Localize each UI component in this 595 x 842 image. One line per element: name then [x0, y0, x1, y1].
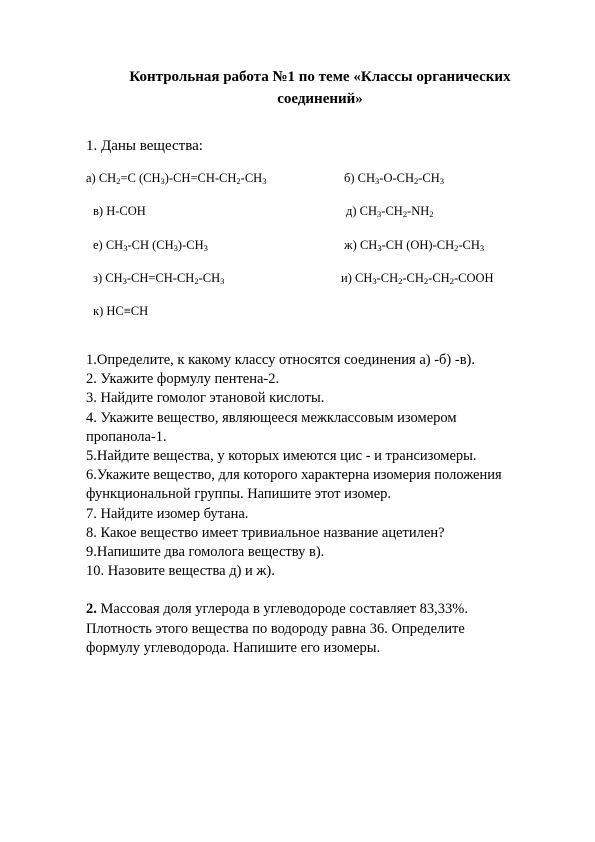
formula-text: -O-CH [379, 171, 414, 185]
task-line: 9.Напишите два гомолога веществу в). [86, 544, 325, 561]
formula-subscript: 3 [439, 176, 445, 186]
title-line-2: соединений» [277, 91, 363, 107]
title-line-1: Контрольная работа №1 по теме «Классы органических [129, 69, 511, 85]
question-2-line: формулу углеводорода. Напишите его изомеры. [86, 640, 381, 656]
substance-label: в) [93, 204, 107, 218]
task-line: пропанола-1. [86, 428, 167, 445]
substance-label: и) [341, 271, 355, 285]
formula-text: CH [105, 238, 124, 252]
substance-label: к) [93, 304, 107, 318]
formula-text: -CH [458, 238, 480, 252]
formula-subscript: 2 [429, 209, 434, 219]
formula-text: -CH [198, 271, 221, 285]
formula-subscript: 3 [123, 243, 128, 253]
question-2 [86, 600, 556, 659]
substance-i [341, 270, 494, 286]
substance-label: з) [93, 271, 106, 285]
substance-label: б) [344, 171, 358, 185]
formula-text: -CH [428, 271, 450, 285]
task-line: 7. Найдите изомер бутана. [86, 505, 249, 522]
formula-text: -COOH [453, 271, 494, 285]
formula-subscript: 2 [423, 276, 429, 286]
formula-text: -CH (CH [127, 238, 174, 252]
formula-subscript: 3 [479, 243, 485, 253]
formula-subscript: 2 [449, 276, 454, 286]
task-line: 6.Укажите вещество, для которого характерна изомерия положения [86, 467, 502, 484]
question-2-line: Плотность этого вещества по водороду равна 36. Определите [86, 620, 465, 637]
formula-text: -CH [240, 171, 263, 185]
formula-text: -CH [418, 171, 440, 185]
formula-subscript: 2 [414, 176, 419, 186]
formula-text: CH [354, 271, 373, 285]
question-1-tasks [86, 351, 556, 581]
formula-text: H-COH [106, 204, 146, 218]
formula-text: -NH [407, 204, 430, 218]
substance-label: д) [346, 204, 360, 218]
substance-v [93, 203, 146, 219]
formula-subscript: 3 [122, 276, 127, 286]
substance-k [93, 303, 148, 319]
formula-subscript: 3 [262, 176, 267, 186]
formula-text: CH [357, 171, 376, 185]
formula-subscript: 2 [402, 209, 408, 219]
substance-label: а) [86, 171, 99, 185]
formula-text: -CH [376, 271, 399, 285]
formula-text: -CH (OH)-CH [381, 238, 455, 252]
substance-b [344, 170, 444, 186]
task-line: 2. Укажите формулу пентена-2. [86, 371, 280, 388]
formula-subscript: 3 [173, 243, 178, 253]
question-1-number: 1. [86, 138, 98, 154]
task-line: функциональной группы. Напишите этот изомер. [86, 486, 392, 503]
formula-subscript: 3 [375, 176, 380, 186]
formula-text: )-CH [177, 238, 204, 252]
formula-subscript: 3 [372, 276, 377, 286]
question-1-heading [86, 136, 203, 156]
task-line: 3. Найдите гомолог этановой кислоты. [86, 390, 325, 407]
substance-a [86, 170, 266, 186]
formula-text: CH [359, 238, 378, 252]
formula-subscript: 2 [116, 176, 121, 186]
question-2-line: 2. Массовая доля углерода в углеводороде составляет 83,33%. [86, 601, 469, 617]
formula-subscript: 3 [203, 243, 208, 253]
task-line: 4. Укажите вещество, являющееся межклассовым изомером [86, 409, 457, 426]
formula-text: HC≡CH [106, 304, 149, 318]
task-line: 8. Какое вещество имеет тривиальное название ацетилен? [86, 524, 445, 541]
substance-d [346, 203, 434, 219]
formula-subscript: 3 [377, 209, 382, 219]
substance-e [93, 237, 208, 253]
formula-subscript: 2 [454, 243, 459, 253]
formula-subscript: 3 [377, 243, 382, 253]
formula-text: -CH [402, 271, 424, 285]
substance-zh [344, 237, 484, 253]
formula-text: CH [98, 171, 117, 185]
question-1-intro: Даны вещества: [97, 138, 203, 154]
question-2-number: 2. [86, 601, 97, 617]
formula-subscript: 2 [194, 276, 199, 286]
substance-label: ж) [344, 238, 360, 252]
formula-text: -CH [381, 204, 403, 218]
formula-subscript: 3 [160, 176, 165, 186]
formula-subscript: 2 [236, 176, 241, 186]
page-title [100, 66, 540, 110]
formula-subscript: 2 [398, 276, 403, 286]
formula-text: -CH=CH-CH [126, 271, 195, 285]
formula-text: CH [105, 271, 123, 285]
task-line: 10. Назовите вещества д) и ж). [86, 563, 275, 580]
formula-text: =C (CH [120, 171, 161, 185]
task-line: 1.Определите, к какому классу относятся соединения а) -б) -в). [86, 352, 476, 368]
substance-label: е) [93, 238, 106, 252]
task-line: 5.Найдите вещества, у которых имеются цис - и трансизомеры. [86, 448, 477, 465]
formula-subscript: 3 [220, 276, 225, 286]
substance-z [93, 270, 224, 286]
formula-text: CH [359, 204, 378, 218]
formula-text: )-CH=CH-CH [164, 171, 237, 185]
